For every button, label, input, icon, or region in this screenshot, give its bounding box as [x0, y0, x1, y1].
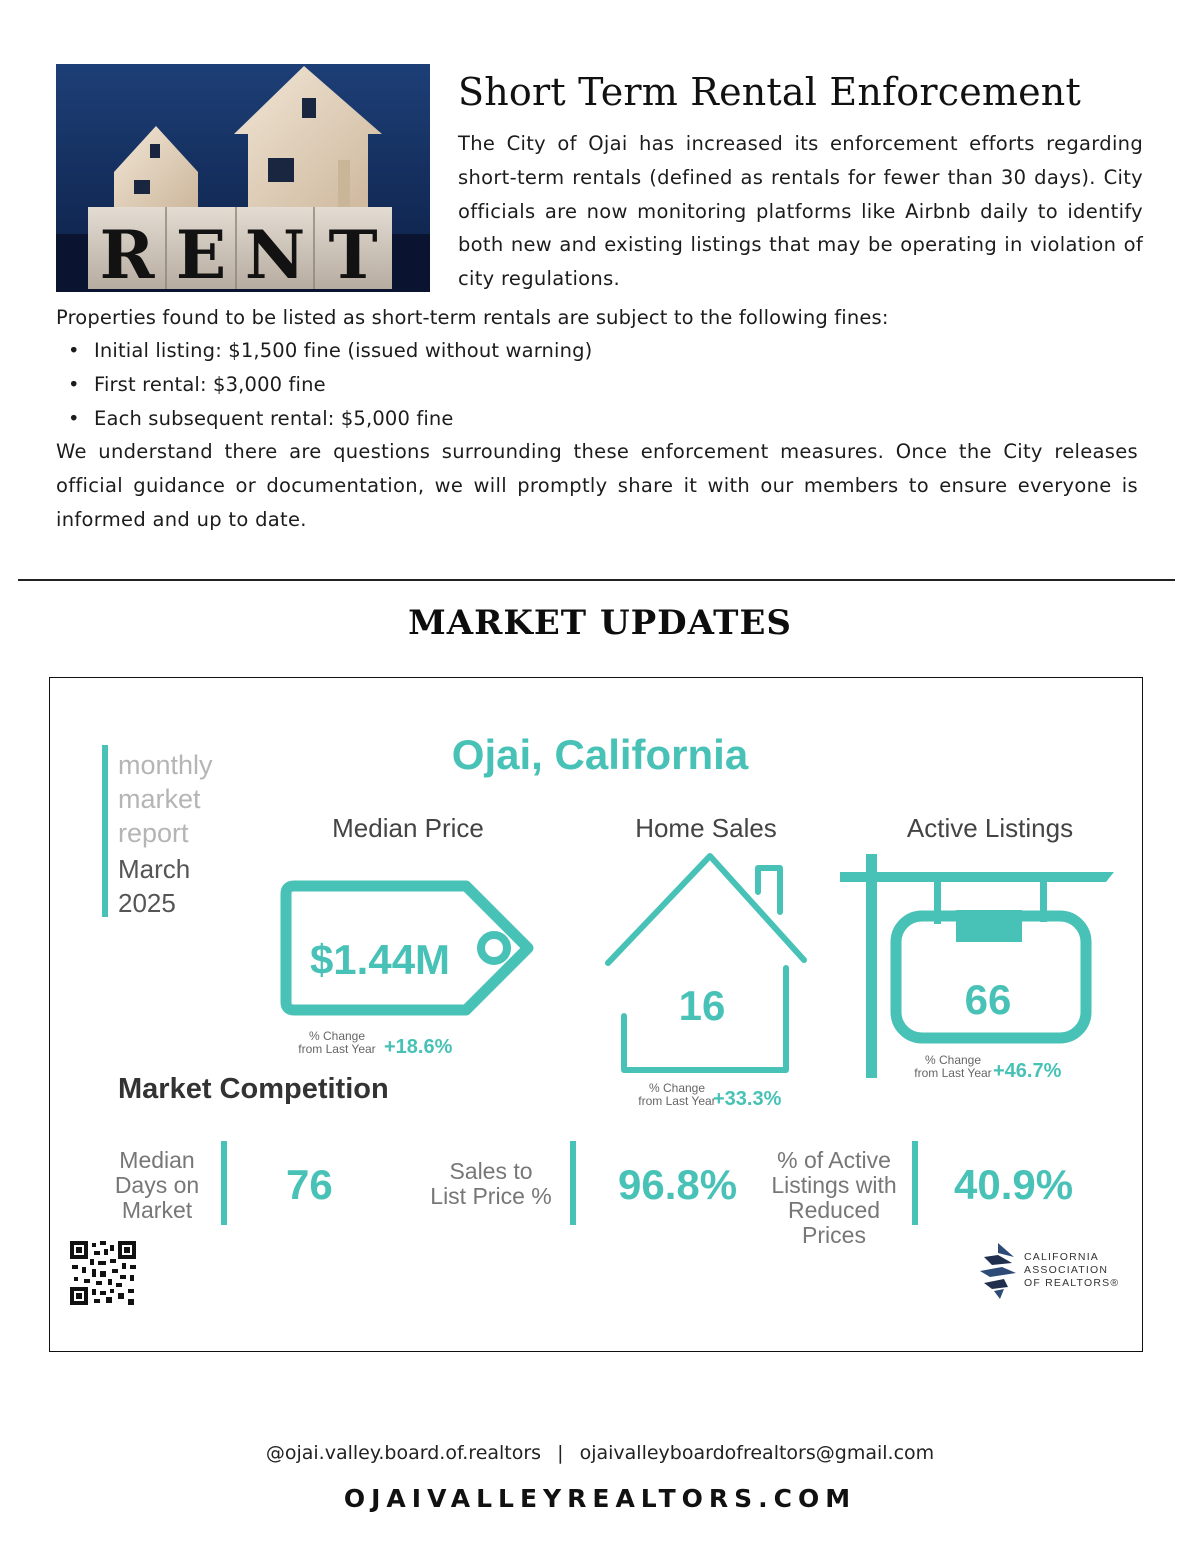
- active-listings-value: 66: [964, 976, 1012, 1023]
- bullet-icon: •: [68, 406, 80, 430]
- home-sales-change-label: % Change from Last Year: [638, 1081, 716, 1108]
- reduced-prices-value: 40.9%: [954, 1161, 1074, 1208]
- metric-divider: [570, 1141, 576, 1225]
- instagram-link[interactable]: @ojai.valley.board.of.realtors: [265, 1442, 542, 1464]
- market-updates-heading: MARKET UPDATES: [408, 603, 792, 643]
- days-on-market-value: 76: [286, 1161, 333, 1208]
- home-sales-change: +33.3%: [713, 1088, 782, 1110]
- list-item: • First rental: $3,000 fine: [66, 368, 766, 402]
- svg-text:N: N: [244, 216, 306, 292]
- home-sales-value: 16: [678, 982, 726, 1029]
- market-report-infographic: [49, 677, 1143, 1352]
- fines-list: [66, 334, 766, 435]
- article-intro: The City of Ojai has increased its enforcement efforts regarding short-term rentals (defined as rentals for fewer than 30 days). City officials are now monitoring platforms like Airbnb daily to identify both new and existing listings that may be operating in violation of city regulations.: [458, 132, 1143, 291]
- median-price-value: $1.44M: [309, 936, 451, 983]
- sales-to-list-label: Sales to List Price %: [430, 1158, 552, 1209]
- email-link[interactable]: ojaivalleyboardofrealtors@gmail.com: [579, 1442, 935, 1464]
- metric-divider: [912, 1141, 918, 1225]
- listing-sign-icon: [840, 854, 1114, 1078]
- list-item: • Each subsequent rental: $5,000 fine: [66, 402, 766, 436]
- article-title: Short Term Rental Enforcement: [458, 70, 1081, 114]
- house-icon: [608, 856, 804, 1070]
- active-listings-change: +46.7%: [993, 1060, 1062, 1082]
- metric-divider: [221, 1141, 227, 1225]
- bullet-icon: •: [68, 372, 80, 396]
- median-price-change-label: % Change from Last Year: [298, 1029, 376, 1056]
- website-link[interactable]: OJAIVALLEYREALTORS.COM: [343, 1484, 857, 1513]
- svg-text:E: E: [175, 216, 227, 292]
- median-price-change: +18.6%: [384, 1036, 453, 1058]
- bullet-icon: •: [68, 339, 80, 362]
- city-title: Ojai, California: [451, 731, 749, 778]
- car-org-name: CALIFORNIA ASSOCIATION OF REALTORS®: [1024, 1251, 1120, 1289]
- report-year: 2025: [118, 888, 176, 918]
- qr-code-icon[interactable]: [70, 1241, 136, 1305]
- closing-paragraph: We understand there are questions surrounding these enforcement measures. Once the City releases official guidance or documentation, we will promptly share it with our members to ensure everyone is informed and up to date.: [56, 440, 1138, 531]
- home-sales-label: Home Sales: [635, 813, 777, 843]
- car-logo-icon: [978, 1243, 1018, 1299]
- market-competition-title: Market Competition: [118, 1073, 389, 1105]
- days-on-market-label: Median Days on Market: [114, 1147, 200, 1223]
- fines-intro: Properties found to be listed as short-term rentals are subject to the following fines:: [56, 306, 889, 329]
- active-listings-change-label: % Change from Last Year: [914, 1053, 992, 1080]
- median-price-label: Median Price: [332, 813, 484, 843]
- active-listings-label: Active Listings: [906, 813, 1074, 843]
- svg-text:T: T: [328, 216, 378, 292]
- list-item: • Initial listing: $1,500 fine (issued without warning): [66, 334, 766, 368]
- sales-to-list-value: 96.8%: [618, 1161, 738, 1208]
- report-month: March: [118, 854, 191, 884]
- footer-separator: |: [557, 1442, 564, 1464]
- rent-blocks-photo: [56, 64, 430, 292]
- report-kicker: monthly market report: [118, 750, 213, 848]
- svg-text:R: R: [99, 216, 155, 292]
- reduced-prices-label: % of Active Listings with Reduced Prices: [771, 1147, 897, 1248]
- section-divider: [18, 579, 1175, 581]
- accent-bar: [102, 745, 108, 917]
- footer-contact: [0, 1442, 1200, 1464]
